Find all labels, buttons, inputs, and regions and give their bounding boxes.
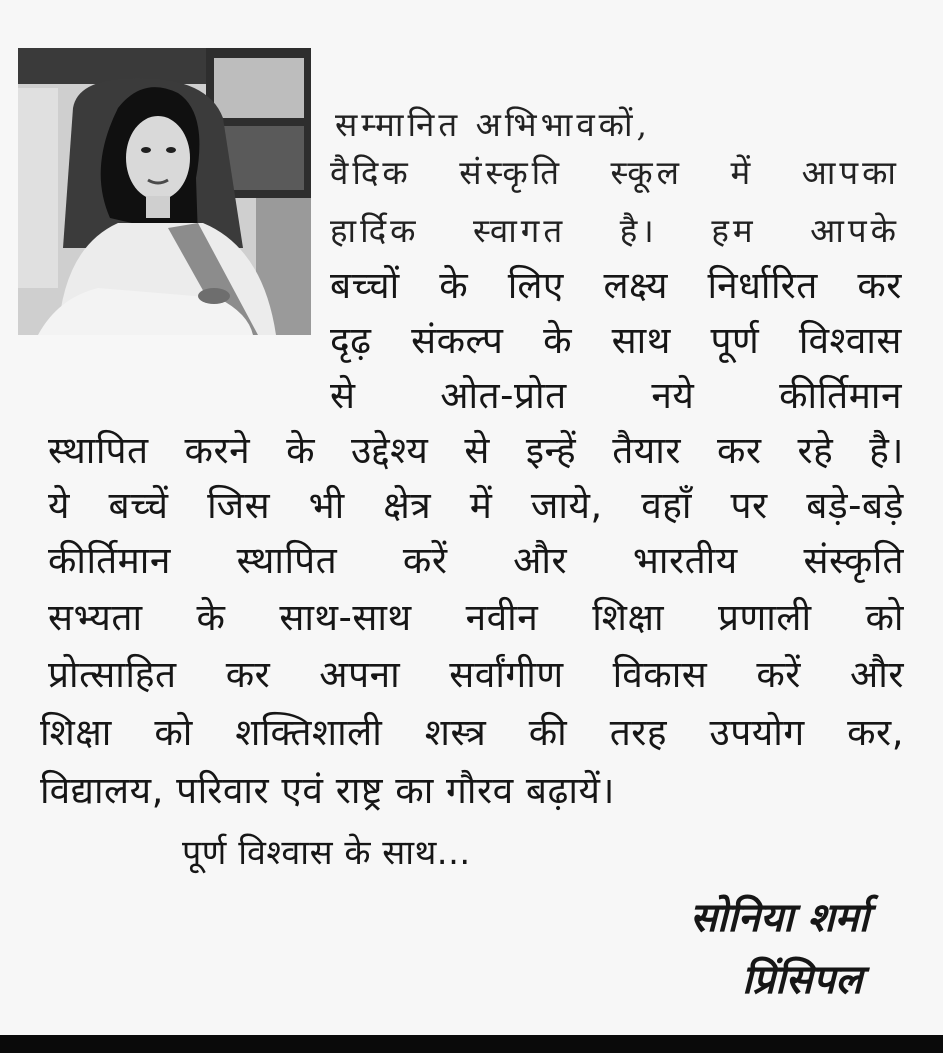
letter-line-4: बच्चों के लिए लक्ष्य निर्धारित कर	[330, 264, 902, 307]
letter-line-11: प्रोत्साहित कर अपना सर्वांगीण विकास करें और	[48, 653, 904, 696]
portrait-image	[18, 48, 311, 335]
letter-line-13: विद्यालय, परिवार एवं राष्ट्र का गौरव बढ़ायें।	[40, 769, 615, 812]
letter-line-5: दृढ़ संकल्प के साथ पूर्ण विश्वास	[330, 319, 902, 362]
signature-name: सोनिया शर्मा	[690, 895, 869, 941]
signature-title: प्रिंसिपल	[742, 957, 863, 1003]
bottom-border	[0, 1035, 943, 1053]
letter-line-2: वैदिक संस्कृति स्कूल में आपका	[330, 153, 900, 192]
principal-photo	[18, 48, 311, 335]
letter-line-10: सभ्यता के साथ-साथ नवीन शिक्षा प्रणाली को	[48, 596, 904, 639]
letter-line-7: स्थापित करने के उद्देश्य से इन्हें तैयार कर रहे है।	[48, 429, 904, 472]
letter-line-8: ये बच्चें जिस भी क्षेत्र में जाये, वहाँ पर बड़े-बड़े	[48, 484, 904, 527]
letter-line-3: हार्दिक स्वागत है। हम आपके	[330, 211, 900, 250]
letter-line-12: शिक्षा को शक्तिशाली शस्त्र की तरह उपयोग कर,	[40, 711, 904, 754]
closing-text: पूर्ण विश्वास के साथ...	[182, 833, 471, 873]
salutation: सम्मानित अभिभावकों,	[335, 105, 652, 144]
letter-line-9: कीर्तिमान स्थापित करें और भारतीय संस्कृति	[48, 539, 904, 582]
letter-line-6: से ओत-प्रोत नये कीर्तिमान	[330, 374, 902, 417]
